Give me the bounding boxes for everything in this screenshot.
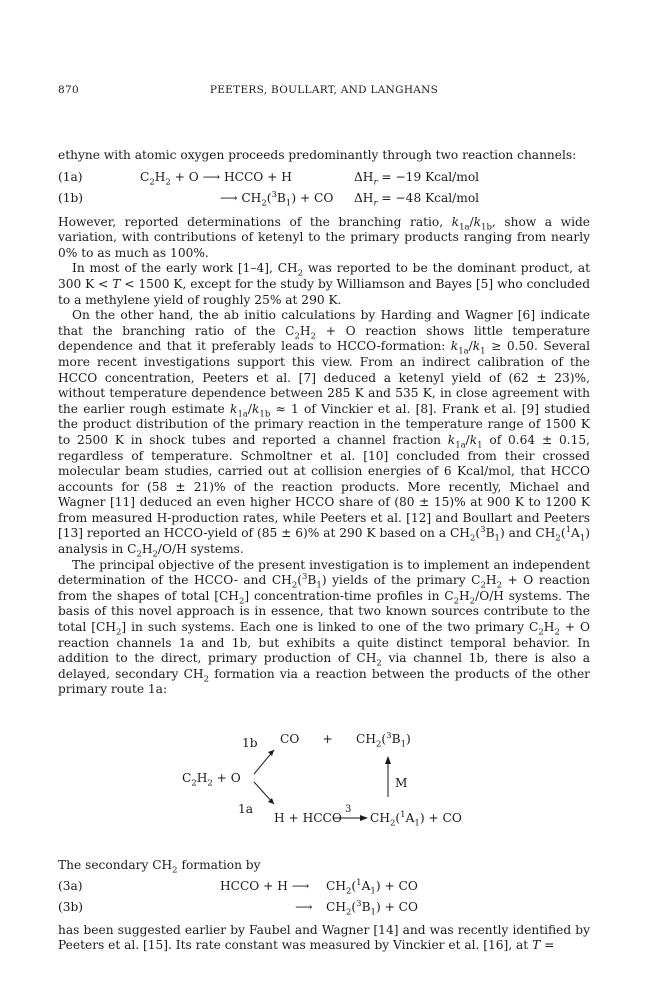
scheme-upper-products: CO + $CH_2(^3B_1)$	[280, 730, 411, 750]
scheme-final-products: $CH_2(^1A_1)$ + CO	[370, 809, 462, 829]
article-body	[58, 148, 590, 954]
paragraph-branching: However, reported determinations of the branching ratio, $k_{1a}/k_{1b}$, show a wide variation, with contributions of ketenyl to the primary products ranging from nearly 0% to as much as 100%.	[58, 214, 590, 260]
intro-line: ethyne with atomic oxygen proceeds predominantly through two reaction channels:	[58, 148, 577, 162]
paragraph-ab-initio: On the other hand, the ab initio calculations by Harding and Wagner [6] indicate that the branching ratio of the $C_2H_2 + O$ reaction shows little temperature dependence and that it preferably leads to HCCO-formation: $k_{1a}/k_1 \ge 0.50$. Several more recent investigations support this view. From an indirect calibration of the HCCO concentration, Peeters et al. [7] deduced a ketenyl yield of (62 ± 23)%, without temperature dependence between 285 K and 535 K, in close agreement with the earlier rough estimate $k_{1a}/k_{1b} \approx 1$ of Vinckier et al. [8]. Frank et al. [9] studied the product distribution of the primary reaction in the temperature range of 1500 K to 2500 K in shock tubes and reported a channel fraction $k_{1a}/k_1$ of 0.64 ± 0.15, regardless of temperature. Schmoltner et al. [10] concluded from their crossed molecular beam studies, carried out at collision energies of 6 Kcal/mol, that HCCO accounts for (58 ± 21)% of the reaction products. More recently, Michael and Wagner [11] deduced an even higher HCCO share of (80 ± 15)% at 900 K to 1200 K from measured H-production rates, while Peeters et al. [12] and Boullart and Peeters [13] reported an HCCO-yield of (85 ± 6)% at 290 K based on a $CH_2(^3B_1)$ and $CH_2(^1A_1)$ analysis in $C_2H_2/O/H$ systems.	[58, 308, 590, 560]
scheme-lower-products: H + HCCO	[274, 811, 342, 825]
reaction-rhs: $CH_2(^1A_1)$ + CO	[326, 877, 418, 897]
reaction-label: (3a)	[58, 878, 83, 893]
reaction-1b	[58, 190, 590, 211]
reaction-equation: ⟶ $CH_2(^3B_1)$ + CO	[220, 189, 334, 209]
reaction-3a	[58, 878, 590, 899]
scheme-m-label: M	[395, 776, 408, 790]
paragraph-final: has been suggested earlier by Faubel and Wagner [14] and was recently identified by Peeters et al. [15]. Its rate constant was measured by Vinckier et al. [16], at T =	[58, 922, 590, 953]
scheme-step-label: 3	[345, 804, 352, 815]
reaction-enthalpy: $\Delta H_r = -19$ Kcal/mol	[354, 169, 480, 188]
paragraph-early-work: In most of the early work [1–4], $CH_2$ was reported to be the dominant product, at 300 K < T < 1500 K, except for the study by Williamson and Bayes [5] who concluded to a methylene yield of roughly 25% at 290 K.	[58, 261, 591, 307]
arrow-1b-head	[268, 750, 274, 756]
reaction-label: (1b)	[58, 190, 84, 205]
arrow-3-head	[360, 815, 368, 821]
reaction-equation: $C_2H_2 + O$ ⟶ HCCO + H	[140, 169, 292, 188]
page-header	[58, 84, 590, 100]
reaction-enthalpy: $\Delta H_r = -48$ Kcal/mol	[354, 190, 480, 209]
secondary-line: The secondary $CH_2$ formation by	[58, 858, 261, 876]
reaction-1a	[58, 169, 590, 190]
running-head: PEETERS, BOULLART, AND LANGHANS	[209, 84, 439, 96]
scheme-label-1b: 1b	[242, 736, 258, 750]
reaction-lhs: ⟶	[295, 899, 313, 914]
page-number: 870	[58, 84, 79, 96]
scheme-label-1a: 1a	[238, 802, 254, 816]
scheme-reactant: $C_2H_2 + O$	[182, 771, 241, 789]
reaction-scheme	[58, 698, 590, 858]
reaction-3b	[58, 899, 590, 920]
arrow-m-head	[385, 756, 391, 764]
reaction-lhs: HCCO + H ⟶	[220, 878, 310, 893]
reaction-rhs: $CH_2(^3B_1)$ + CO	[326, 898, 419, 918]
reaction-label: (1a)	[58, 169, 83, 184]
paragraph-objective: The principal objective of the present investigation is to implement an independent determination of the HCCO- and $CH_2(^3B_1)$ yields of the primary $C_2H_2 + O$ reaction from the shapes of total $[CH_2]$ concentration-time profiles in $C_2H_2/O/H$ systems. The basis of this novel approach is in essence, that two known sources contribute to the total $[CH_2]$ in such systems. Each one is linked to one of the two primary $C_2H_2 + O$ reaction channels 1a and 1b, but exhibits a quite distinct temporal behavior. In addition to the direct, primary production of $CH_2$ via channel 1b, there is also a delayed, secondary $CH_2$ formation via a reaction between the products of the other primary route 1a:	[58, 557, 591, 697]
reaction-label: (3b)	[58, 899, 84, 914]
scheme-arrows	[58, 698, 590, 858]
